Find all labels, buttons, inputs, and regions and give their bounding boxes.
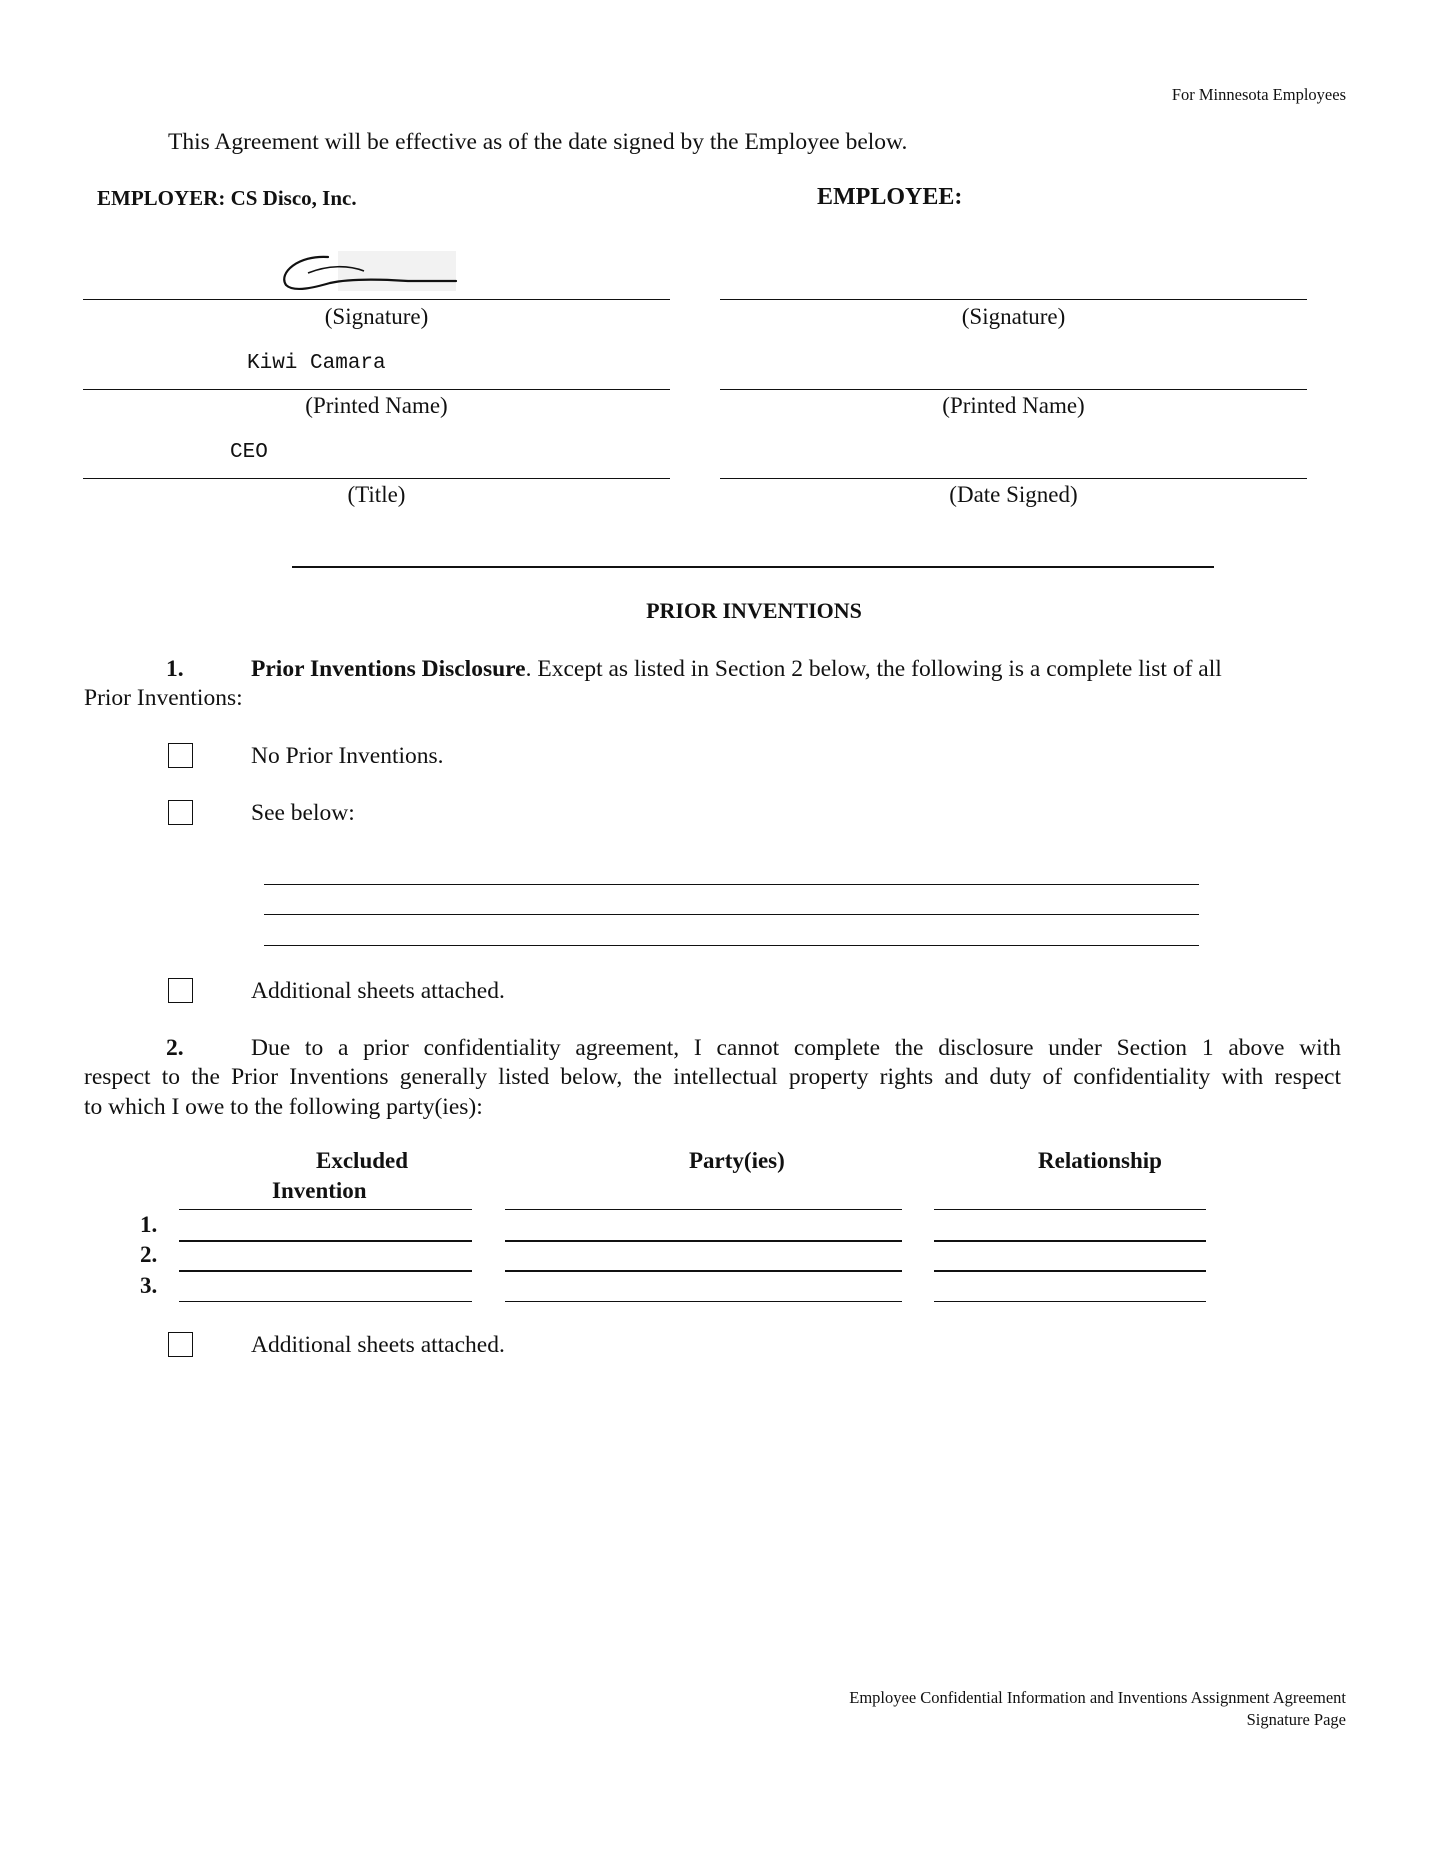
page-footer	[849, 1687, 1346, 1731]
employer-printed-name-line	[83, 389, 670, 390]
prior-invention-line-3[interactable]	[264, 945, 1199, 946]
row2-relationship-line[interactable]	[934, 1270, 1206, 1272]
column-header-relationship: Relationship	[1038, 1148, 1162, 1173]
row1-parties-line[interactable]	[505, 1240, 902, 1242]
section2-number: 2.	[166, 1035, 184, 1061]
header-underline-parties	[505, 1209, 902, 1210]
column-header-excluded: Excluded	[316, 1148, 409, 1173]
employer-heading: EMPLOYER: CS Disco, Inc.	[97, 186, 357, 210]
section2-additional-sheets-label: Additional sheets attached.	[251, 1332, 505, 1358]
employee-heading: EMPLOYEE:	[817, 184, 963, 210]
page-header-note: For Minnesota Employees	[1171, 85, 1346, 104]
table-row-number-2: 2.	[140, 1242, 158, 1267]
section1-additional-sheets-checkbox[interactable]	[168, 978, 193, 1003]
employer-printed-name[interactable]: Kiwi Camara	[247, 352, 386, 375]
table-row-number-3: 3.	[140, 1273, 158, 1298]
employee-date-caption: (Date Signed)	[949, 482, 1078, 507]
section1-first-line	[251, 654, 1341, 684]
prior-invention-line-1[interactable]	[264, 884, 1199, 885]
no-prior-inventions-checkbox[interactable]	[168, 743, 193, 768]
column-header-invention: Invention	[272, 1178, 367, 1203]
intro-text: This Agreement will be effective as of the date signed by the Employee below.	[168, 129, 908, 155]
employer-title-caption: (Title)	[347, 482, 406, 507]
section1-title: Prior Inventions Disclosure	[251, 656, 526, 682]
section1-text: . Except as listed in Section 2 below, the following is a complete list of all	[525, 656, 1222, 682]
prior-invention-line-2[interactable]	[264, 914, 1199, 915]
employer-printed-name-caption: (Printed Name)	[305, 393, 448, 418]
employee-signature-caption: (Signature)	[961, 304, 1066, 329]
row3-invention-line[interactable]	[179, 1301, 472, 1302]
employer-title-value[interactable]: CEO	[230, 441, 268, 464]
footer-page-label: Signature Page	[1246, 1710, 1346, 1729]
row2-parties-line[interactable]	[505, 1270, 902, 1272]
employee-date-line[interactable]	[720, 478, 1307, 479]
employee-printed-name-line[interactable]	[720, 389, 1307, 390]
section1-second-line: Prior Inventions:	[84, 685, 243, 711]
section2-line-2: respect to the Prior Inventions generally listed below, the intellectual property rights and duty of confidentiality with respect	[84, 1064, 1341, 1090]
row2-invention-line[interactable]	[179, 1270, 472, 1272]
see-below-checkbox[interactable]	[168, 800, 193, 825]
footer-agreement-title: Employee Confidential Information and Inventions Assignment Agreement	[849, 1688, 1346, 1707]
employee-printed-name-caption: (Printed Name)	[942, 393, 1085, 418]
row1-relationship-line[interactable]	[934, 1240, 1206, 1242]
employer-title-line	[83, 478, 670, 479]
section2-additional-sheets-checkbox[interactable]	[168, 1332, 193, 1357]
row3-parties-line[interactable]	[505, 1301, 902, 1302]
section1-number: 1.	[166, 656, 184, 682]
section-divider	[292, 566, 1214, 568]
section2-line-1: Due to a prior confidentiality agreement, I cannot complete the disclosure under Section 1 above with	[251, 1035, 1341, 1061]
header-underline-relationship	[934, 1209, 1206, 1210]
employer-signature-image	[268, 243, 478, 299]
prior-inventions-heading: PRIOR INVENTIONS	[646, 598, 862, 623]
employer-signature-line	[83, 299, 670, 300]
column-header-parties: Party(ies)	[689, 1148, 785, 1173]
row3-relationship-line[interactable]	[934, 1301, 1206, 1302]
employer-signature-caption: (Signature)	[324, 304, 429, 329]
section1-additional-sheets-label: Additional sheets attached.	[251, 978, 505, 1004]
see-below-label: See below:	[251, 800, 355, 826]
row1-invention-line[interactable]	[179, 1240, 472, 1242]
no-prior-inventions-label: No Prior Inventions.	[251, 743, 444, 769]
table-row-number-1: 1.	[140, 1212, 158, 1237]
section2-line-3: to which I owe to the following party(ies):	[84, 1094, 483, 1120]
employee-signature-line[interactable]	[720, 299, 1307, 300]
header-underline-invention	[179, 1209, 472, 1210]
